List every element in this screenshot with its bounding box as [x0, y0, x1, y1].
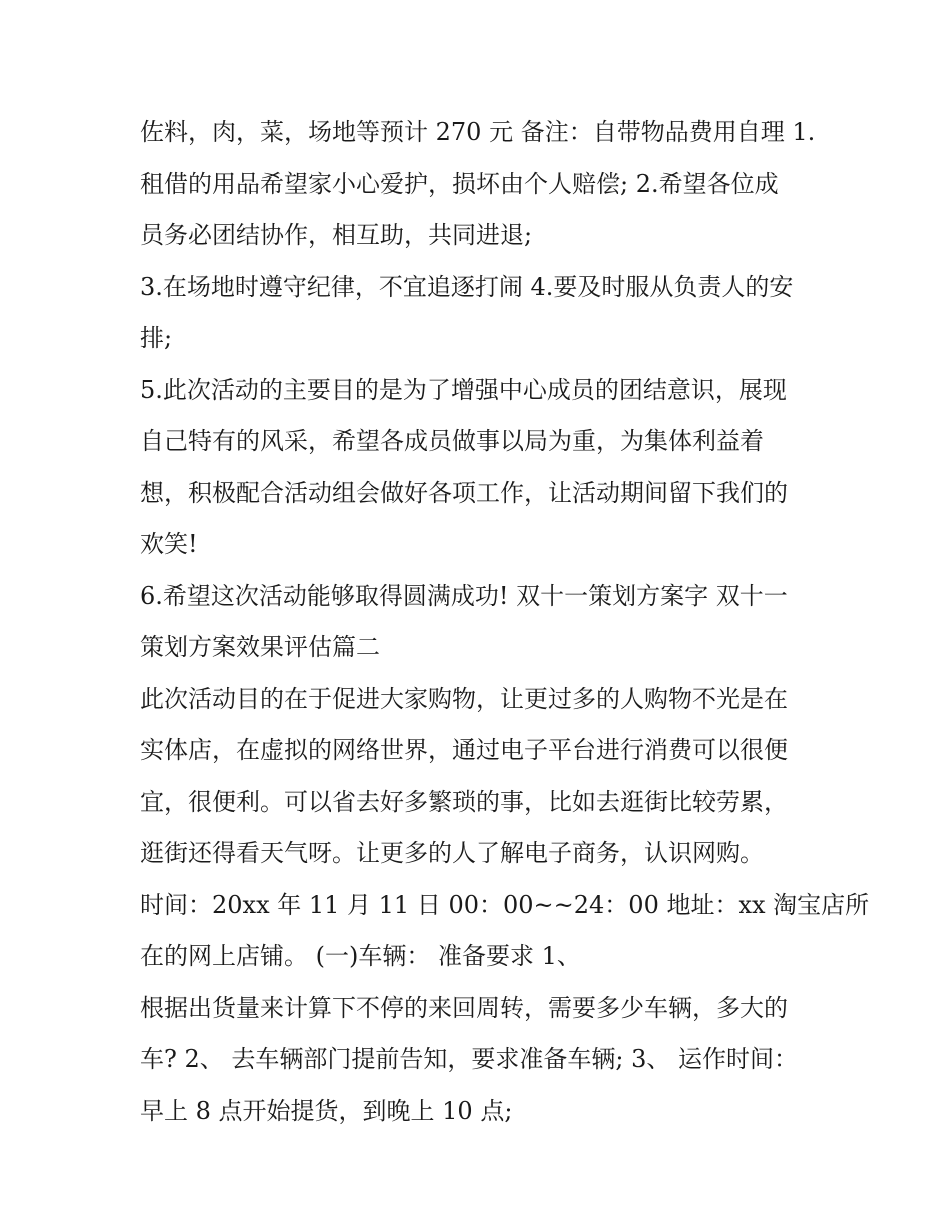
text-line: 5.此次活动的主要目的是为了增强中心成员的团结意识，展现 [140, 375, 787, 404]
text-line: 想，积极配合活动组会做好各项工作，让活动期间留下我们的 [140, 478, 788, 507]
text-line: 6.希望这次活动能够取得圆满成功! 双十一策划方案字 双十一 [140, 581, 788, 610]
text-line: 员务必团结协作，相互助，共同进退; [140, 221, 533, 249]
text-line: 租借的用品希望家小心爱护，损坏由个人赔偿; 2.希望各位成 [140, 169, 779, 198]
text-line: 排; [140, 324, 173, 352]
text-line: 佐料，肉，菜，场地等预计 270 元 备注：自带物品费用自理 1. [140, 118, 816, 146]
text-line: 3.在场地时遵守纪律，不宜追逐打闹 4.要及时服从负责人的安 [140, 272, 794, 301]
text-line: 宜，很便利。可以省去好多繁琐的事，比如去逛街比较劳累， [140, 787, 788, 816]
text-line: 根据出货量来计算下不停的来回周转，需要多少车辆，多大的 [140, 993, 788, 1022]
text-line: 策划方案效果评估篇二 [140, 633, 380, 661]
text-line: 在的网上店铺。 (一)车辆： 准备要求 1、 [140, 942, 581, 970]
text-line: 早上 8 点开始提货，到晚上 10 点; [140, 1096, 513, 1125]
text-line: 自己特有的风采，希望各成员做事以局为重，为集体利益着 [140, 427, 764, 455]
text-line: 时间：20xx 年 11 月 11 日 00：00~~24：00 地址：xx 淘宝店所 [140, 890, 870, 919]
text-line: 欢笑! [140, 530, 198, 558]
text-line: 车? 2、 去车辆部门提前告知，要求准备车辆; 3、 运作时间： [140, 1045, 799, 1073]
text-line: 逛街还得看天气呀。让更多的人了解电子商务，认识网购。 [140, 839, 764, 867]
text-line: 此次活动目的在于促进大家购物，让更过多的人购物不光是在 [140, 684, 788, 713]
document-body [140, 107, 870, 1137]
text-line: 实体店，在虚拟的网络世界，通过电子平台进行消费可以很便 [140, 736, 788, 764]
